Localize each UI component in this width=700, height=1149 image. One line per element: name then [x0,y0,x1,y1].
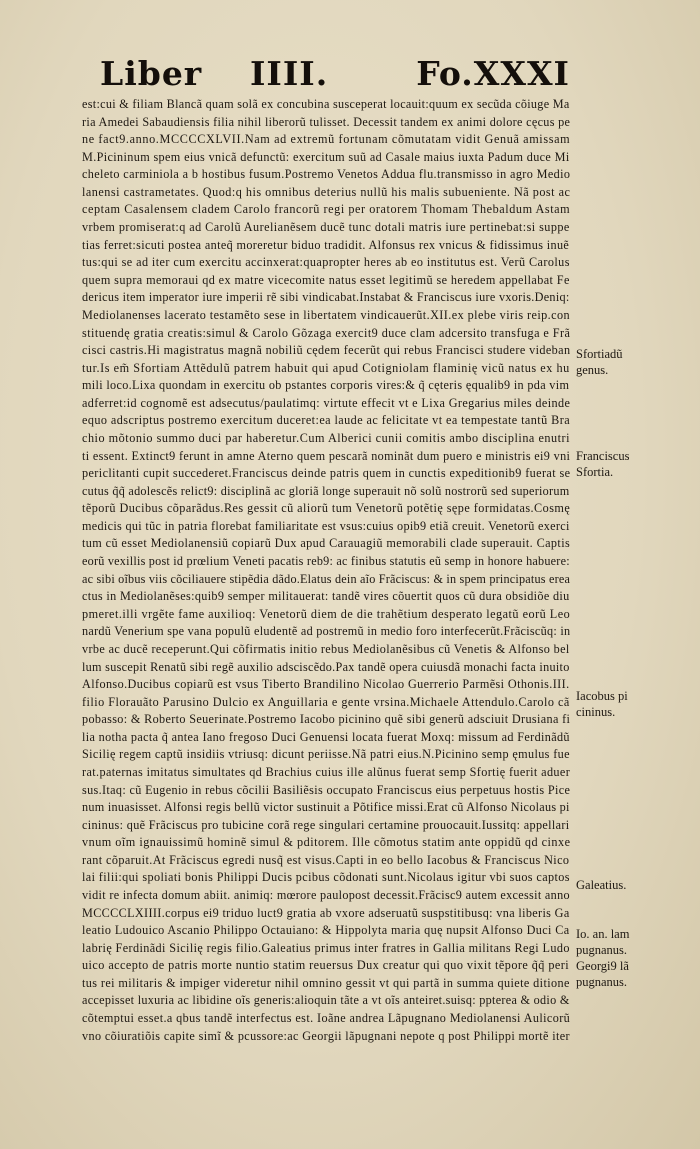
margin-note-line: cininus. [576,705,616,719]
margin-note-line: Franciscus [576,449,630,463]
header-folio-number: Fo.XXXI [416,54,570,93]
margin-note-galeatius [576,877,696,893]
text-line: Sicilię regem captũ insidiis vtriusq: dicunt periisse.Nã patri eius.N.Picinino semp ęmulus fue [82,747,570,762]
text-line: M.Picininum spem eius vnicã defunctũ: exercitum suũ ad Casale maius iuxta Padum duce Mi [82,149,570,164]
text-line: nardũ Venerium spe vana populũ eludentẽ ad postremũ in medio foro interfecerũt.Frãciscũq: in [82,624,570,639]
text-line: ti essent. Extinct9 ferunt in amne Aterno quem pescarã nominãt dum puero e ministris ei9 vni [82,448,570,463]
margin-note-line: pugnanus. [576,943,628,957]
text-line: eorũ vexillis post id prœlium Veneti pacatis reb9: ac finibus statutis eũ semp in honore habuere: [82,554,570,569]
text-line: labrię Ferdinãdi Sicilię regis filio.Galeatius primus inter fratres in Gallia militans Regi Ludo [82,940,570,955]
header-book-number: IIII. [250,54,329,93]
text-line: adferret:id cognomẽ est adsecutus/paulatimq: virtute effecit vt e Lixa Gregarius miles deinde [82,395,570,410]
text-line: ac sibi oĩbus viis cõciliauere stipẽdia dãdo.Elatus dein aĩo Frãciscus: & in spem principatus erea [82,571,570,586]
text-line: cutus q̃q̃ adolescẽs relict9: disciplinã ac gloriã longe superauit nõ solũ nostrorũ sed superiorum [82,483,570,498]
text-line: ctus in Mediolanẽses:quib9 semper militauerat: tandẽ vires cõuertit quos cũ dura obsidiõe diu [82,589,570,604]
text-line: accepisset luxuria ac libidine oĩs generis:alioquin tãte a vt oĩs anteiret.suisq: ppterea & odio & [82,993,570,1008]
margin-note-iacobus-picininus [576,688,696,720]
text-line: quem supra memoraui qd ex matre vicecomite natus esset legitimũ se heredem appellabat Fe [82,272,570,287]
text-line: tias ferret:sicuti postea anteq̃ moreretur biduo tradidit. Alfonsus rex vnicus & fidissimus inuẽ [82,237,570,252]
text-line: num inuasisset. Alfonsi regis bellũ victor sustinuit a Põtifice missi.Erat cũ Alfonso Nicolaus pi [82,800,570,815]
margin-note-line: Sfortiadũ [576,347,623,361]
margin-note-line: pugnanus. [576,975,628,989]
text-line: Alfonso.Ducibus copiarũ est vsus Tiberto Brandilino Nicolao Guerrerio Parmẽsi Othonis.III. [82,677,570,692]
text-line: vidit re infecta domum abiit. animiq: mœrore paulopost decessit.Frãcisc9 autem excessit anno [82,888,570,903]
text-line: vrbem promiserat:q ad Carolũ Aurelianẽsem ducẽ tunc dotali matris iure pertinebat:si suppe [82,220,570,235]
text-line: tur.Is em̃ Sfortiam Attẽdulũ patrem habuit qui apud Cotigniolam flaminię vicũ natus ex hu [82,360,570,375]
text-line: tus rei militaris & impiger videretur nihil omnino gessit vt qui partã in summa quiete ditione [82,975,570,990]
text-line: rat.paternas imitatus simultates qd Brachius cuius ille alũnus fuerat semp Sfortię fuerit aduer [82,764,570,779]
margin-note-line: Iacobus pi [576,689,628,703]
text-line: cininus: quẽ Frãciscus pro tubicine corã rege singulari certamine prouocauit.Iussitq: appellari [82,817,570,832]
text-line: sus.Itaq: cũ Eugenio in rebus cõcilii Basiliẽsis occupato Franciscus eius perpetuus hostis Pice [82,782,570,797]
text-line: lum suscepit Renatũ sibi regẽ auxilio adsciscẽdo.Pax tandẽ opera cuiusdã monachi facta inuito [82,659,570,674]
text-line: pobasso: & Roberto Seuerinate.Postremo Iacobo picinino quẽ sibi generũ adsciuit Drusiana fi [82,712,570,727]
text-line: Mediolanenses lacerato testamẽto sese in libertatem vindicauerũt.XII.ex plebe viris reip.con [82,307,570,322]
text-line: ne fact9.anno.MCCCCXLVII.Nam ad extremũ fortunam cõmutatam vidit Genuã amissam [82,132,570,147]
text-line: vnum oĩm ignauissimũ hominẽ simul & pditorem. Ille cõmotus statim ante oppidũ qd cinxe [82,835,570,850]
text-line: dericus item imperator iure imperii rẽ sibi vindicabat.Instabat & Franciscus iure vxoris.Deniq: [82,290,570,305]
text-line: lia notha pacta q̃ antea Iano fregoso Duci Genuensi locata fuerat Moxq: missum ad Ferdinãdũ [82,729,570,744]
text-line: stituendę gratia creatis:simul & Carolo Gõzaga exercit9 duce clam adcersito transfuga e Frã [82,325,570,340]
header-liber: Liber [100,54,203,93]
text-line: MCCCCLXIIII.corpus ei9 triduo luct9 gratia ab vxore adseruatũ suspstitibusq: vna liberis Ga [82,905,570,920]
main-text-block [82,96,570,1045]
text-line: tus:qui se ad iter cum exercitu accinxerat:quapropter heres ab eo institutus est. Verũ Carolus [82,255,570,270]
margin-note-line: Georgi9 lã [576,959,629,973]
text-line: tum cũ esset Mediolanensiũ copiarũ Dux apud Carauagiũ memorabili clade superauit. Captis [82,536,570,551]
margin-note-line: genus. [576,363,609,377]
text-line: cheleto carminiola a b hostibus fusum.Postremo Venetos Addua flu.transmisso in agro Medio [82,167,570,182]
text-line: periclitanti cupit succederet.Franciscus deinde patris quem in cunctis expeditionib9 fuerat se [82,466,570,481]
margin-note-franciscus-sfortia [576,448,696,480]
text-line: vrbe ac ducẽ receperunt.Qui cõfirmatis initio rebus Mediolanẽsibus cũ Venetis & Alfonso bel [82,641,570,656]
text-line: cõtemptui esset.a qbus tandẽ interfectus est. Ioãne andrea Lãpugnano Mediolanensi Aulicorũ [82,1011,570,1026]
text-line: filio Florauãto Parusino Dulcio ex Anguillaria e gente vrsina.Michaele Attendulo.Carolo cã [82,694,570,709]
text-line: vno cõiuratiõis capite simĩ & pcussore:ac Georgii lãpugnani nepote q post Philippi mortẽ iter [82,1028,570,1043]
text-line: ceptam Casalensem cladem Carolo francorũ regi per oratorem Thomam Thebaldum Astam [82,202,570,217]
text-line: chio mõtonio summo duci par haberetur.Cum Alberici cunii comitis ambo disciplina enutri [82,430,570,445]
text-line: ria Amedei Sabaudiensis filia nihil liberorũ tulisset. Decessit tandem ex animi dolore cęcus pe [82,114,570,129]
text-line: tẽporũ Ducibus cõparãdus.Res gessit cũ aliorũ tum Venetorũ potẽtię sępe formidatas.Cosmę [82,501,570,516]
margin-note-lampugnanus [576,926,696,990]
text-line: mili loco.Lixa quondam in exercitu ob pstantes corporis vires:& q̃ cęteris ęqualib9 in pda vim [82,378,570,393]
text-line: rant cõparuit.At Frãciscus egredi nusq̃ est visus.Capti in eo bello Iacobus & Franciscus Nico [82,852,570,867]
text-line: pmeret.illi vrgẽte fame auxilioq: Venetorũ diem de die trahẽtium desperato legatũ eorũ Leo [82,606,570,621]
text-line: uico accepto de patris morte nuntio statim reuersus Dux creatur qui quo vixit tẽpore q̃q̃ peri [82,958,570,973]
margin-note-line: Io. an. lam [576,927,630,941]
text-line: cisci castris.Hi magistratus magnã nobiliũ cędem fecerũt qui rebus Francisci studere videban [82,343,570,358]
margin-note-line: Sfortia. [576,465,614,479]
text-line: medicis qui tũc in patria florebat familiaritate est vsus:cuius opib9 etiã creuit. Venetorũ exerci [82,518,570,533]
text-line: est:cui & filiam Blancã quam solã ex concubina susceperat locauit:quum ex secũda cõiuge Ma [82,97,570,111]
text-line: leatio Ludouico Ascanio Philippo Octauiano: & Hippolyta maria quę nupsit Alfonso Duci Ca [82,923,570,938]
text-line: lai filii:qui spoliati bonis Philippi Ducis pcibus cõdonati sunt.Nicolaus igitur vbi suos captos [82,870,570,885]
text-line: lanensi castrametates. Quod:q his omnibus deterius nullũ his malis subueniente. Nã post ac [82,184,570,199]
margin-note-sfortiadum [576,346,696,378]
margin-note-line: Galeatius. [576,878,627,892]
page-header [100,54,570,94]
text-line: equo adscriptus postremo exercitum duceret:ea laude ac felicitate vt ea tempestate tantũ Bra [82,413,570,428]
